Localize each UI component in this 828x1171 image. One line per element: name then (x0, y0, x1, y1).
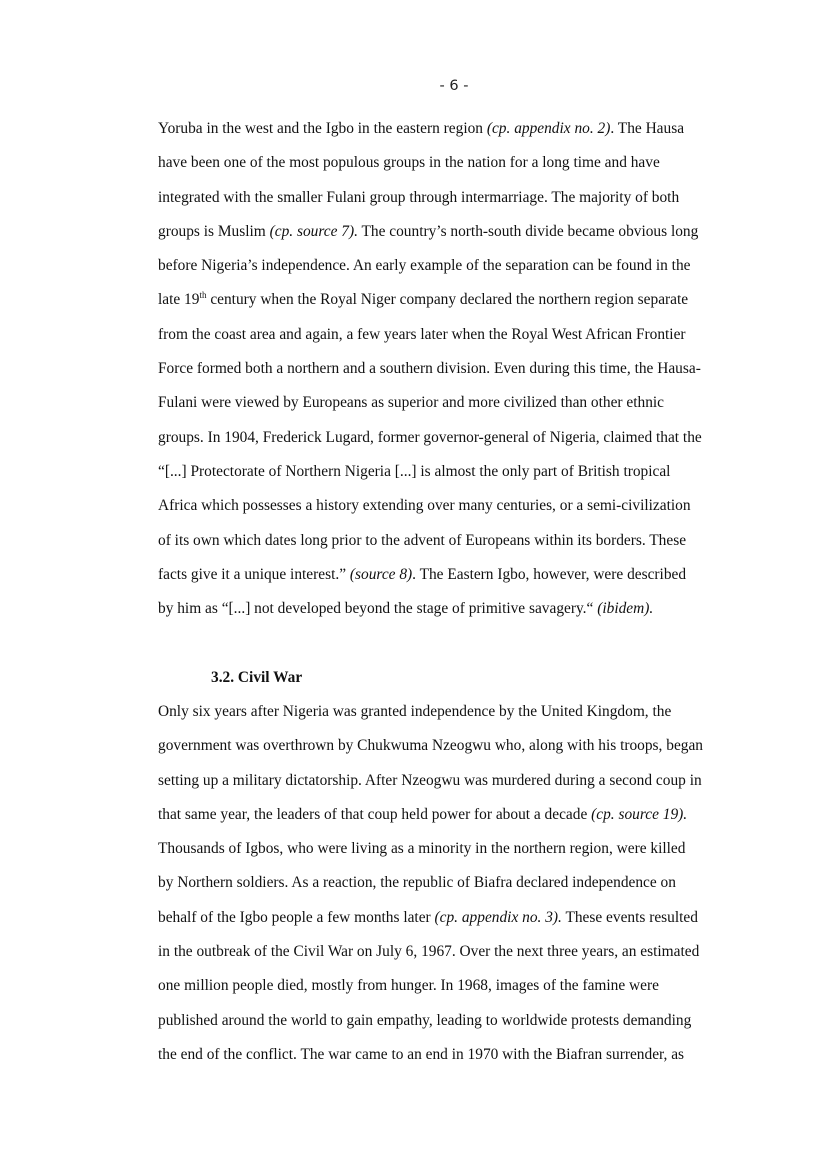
text-line (158, 798, 758, 832)
text-line (158, 181, 758, 215)
text-line (158, 524, 758, 558)
text-run: one million people died, mostly from hunger. In 1968, images of the famine were (158, 977, 659, 995)
text-run: groups is Muslim (158, 222, 270, 240)
text-line (158, 592, 758, 626)
text-run: by Northern soldiers. As a reaction, the republic of Biafra declared independence on (158, 874, 676, 892)
text-line (158, 558, 758, 592)
citation-text: (source 8) (349, 565, 413, 583)
text-line (158, 249, 758, 283)
text-run: century when the Royal Niger company declared the northern region separate (206, 291, 689, 309)
text-run: Thousands of Igbos, who were living as a minority in the northern region, were killed (158, 840, 686, 858)
page-number: - 6 - (439, 78, 469, 94)
text-run: facts give it a unique interest.” (158, 565, 350, 583)
text-line (158, 386, 758, 420)
text-run: Fulani were viewed by Europeans as superior and more civilized than other ethnic (158, 394, 665, 412)
text-run: Only six years after Nigeria was granted independence by the United Kingdom, the (158, 703, 672, 720)
text-line (158, 318, 758, 352)
text-run: Force formed both a northern and a southern division. Even during this time, the Hausa- (158, 360, 701, 378)
text-line (158, 1004, 758, 1038)
text-line (158, 1038, 758, 1072)
text-line (158, 421, 758, 455)
text-run: that same year, the leaders of that coup held power for about a decade (158, 805, 592, 823)
citation-text: (ibidem). (597, 600, 654, 618)
text-line (158, 764, 758, 798)
text-run: before Nigeria’s independence. An early example of the separation can be found in the (158, 257, 691, 275)
text-run: have been one of the most populous groups in the nation for a long time and have (158, 154, 660, 172)
text-line (158, 866, 758, 900)
text-line (158, 969, 758, 1003)
paragraph-ethnic-groups (158, 112, 758, 626)
citation-text: (cp. source 19). (591, 805, 688, 823)
text-run: of its own which dates long prior to the advent of Europeans within its borders. These (158, 531, 687, 549)
text-run: “[...] Protectorate of Northern Nigeria [...] is almost the only part of British tropical (158, 462, 671, 480)
citation-text: (cp. appendix no. 3). (434, 908, 562, 926)
text-line (158, 935, 758, 969)
text-line (158, 146, 758, 180)
text-line (158, 729, 758, 763)
text-run: . The Hausa (610, 120, 685, 137)
text-run: . The Eastern Igbo, however, were described (412, 565, 687, 583)
text-line (158, 489, 758, 523)
text-run: The country’s north-south divide became obvious long (357, 222, 699, 240)
text-line (158, 695, 758, 729)
text-line (158, 455, 758, 489)
citation-text: (cp. source 7). (269, 222, 358, 240)
text-line (158, 832, 758, 866)
text-run: government was overthrown by Chukwuma Nzeogwu who, along with his troops, began (158, 737, 703, 755)
section-heading-civil-war: 3.2. Civil War (211, 669, 303, 686)
text-line (158, 352, 758, 386)
text-line (158, 901, 758, 935)
text-run: Africa which possesses a history extending over many centuries, or a semi-civilization (158, 497, 691, 515)
text-run: from the coast area and again, a few years later when the Royal West African Frontier (158, 325, 686, 343)
text-run: published around the world to gain empathy, leading to worldwide protests demanding (158, 1011, 692, 1029)
text-run: behalf of the Igbo people a few months later (158, 908, 435, 926)
text-run: late 19 (158, 291, 200, 309)
citation-text: (cp. appendix no. 2) (486, 120, 611, 137)
text-run: by him as “[...] not developed beyond the stage of primitive savagery.“ (158, 600, 598, 618)
text-run: groups. In 1904, Frederick Lugard, former governor-general of Nigeria, claimed that the (158, 428, 702, 446)
text-line (158, 283, 758, 317)
text-run: These events resulted (561, 908, 698, 926)
superscript-text: th (199, 290, 207, 301)
text-run: the end of the conflict. The war came to an end in 1970 with the Biafran surrender, as (158, 1045, 685, 1063)
text-line (158, 112, 758, 146)
text-line (158, 215, 758, 249)
paragraph-civil-war (158, 695, 758, 1072)
text-run: Yoruba in the west and the Igbo in the eastern region (158, 120, 487, 137)
text-run: in the outbreak of the Civil War on July 6, 1967. Over the next three years, an estimated (158, 943, 700, 961)
text-run: integrated with the smaller Fulani group through intermarriage. The majority of both (158, 188, 680, 206)
text-run: setting up a military dictatorship. After Nzeogwu was murdered during a second coup in (158, 771, 702, 789)
